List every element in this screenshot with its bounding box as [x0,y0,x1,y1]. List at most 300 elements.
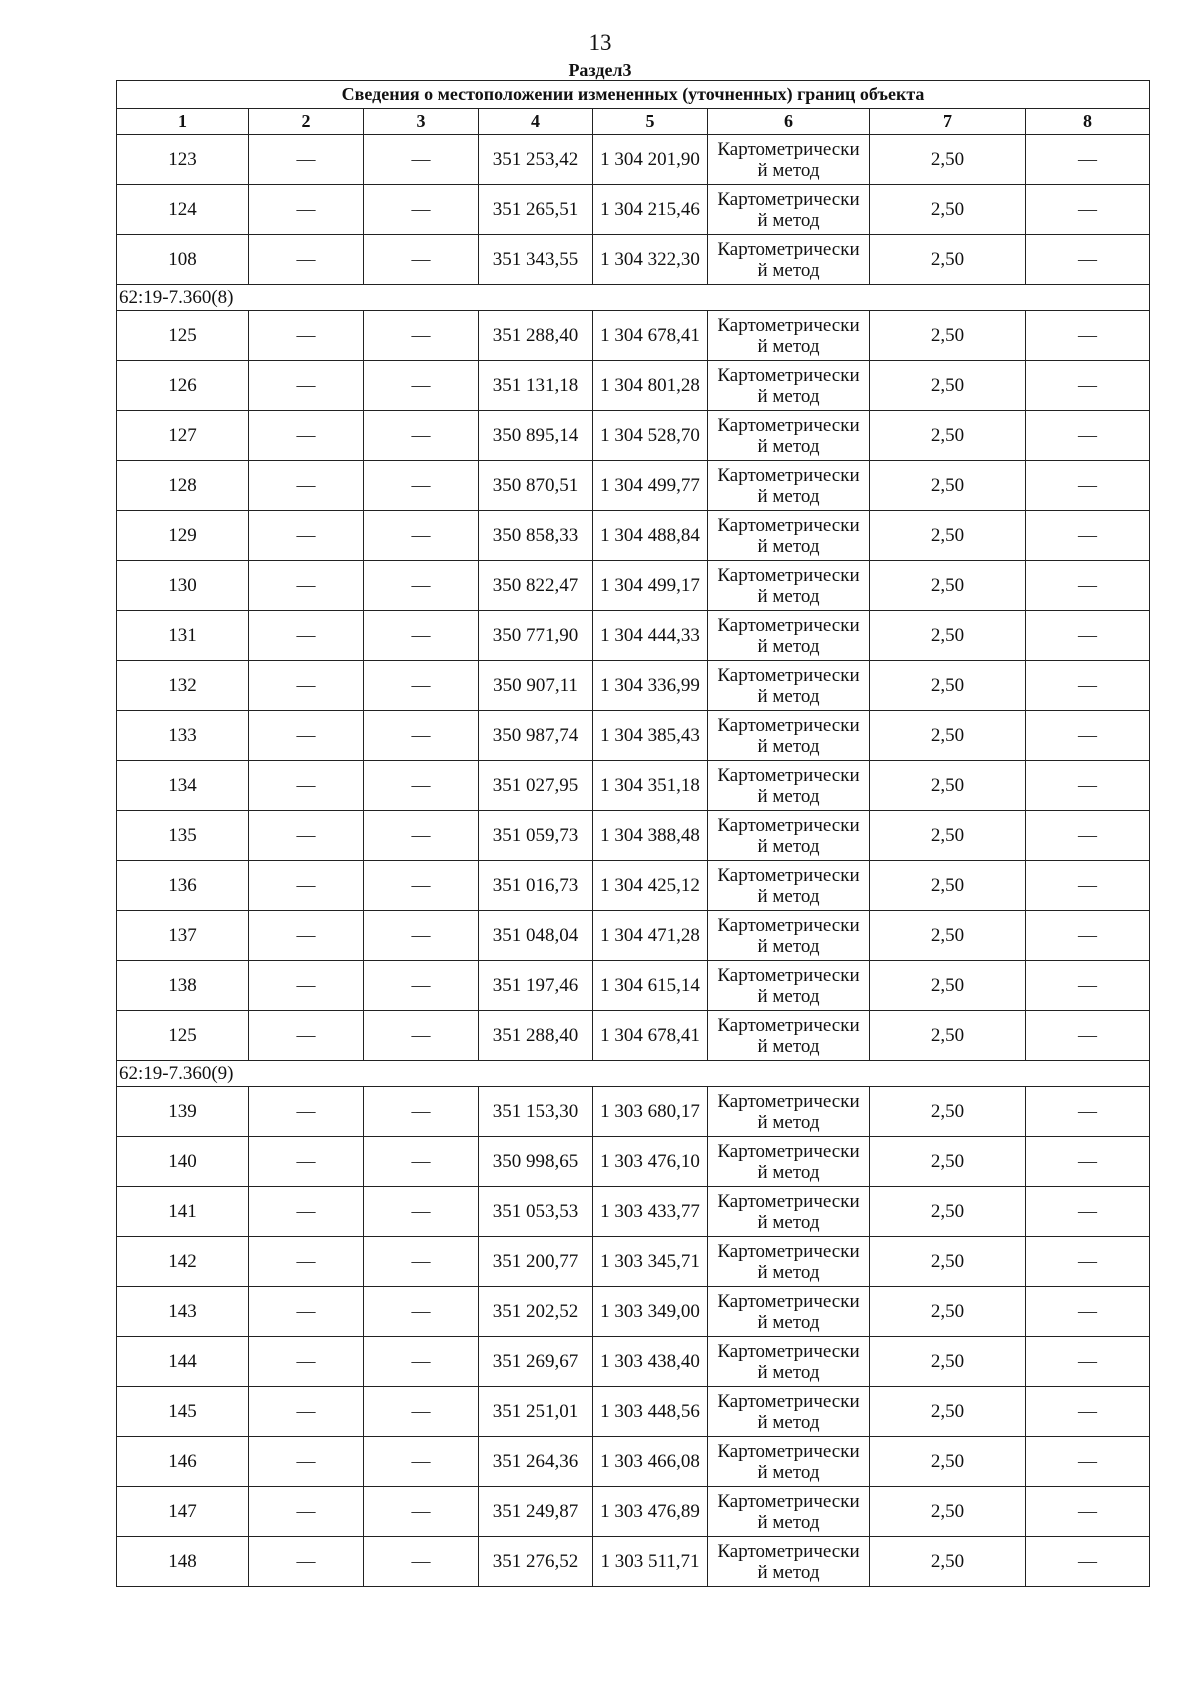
table-row [117,1537,1150,1587]
point-number-cell: 148 [117,1537,249,1587]
page-number: 13 [588,30,612,55]
y-coordinate-cell: 1 303 511,71 [593,1537,708,1587]
y-coordinate-cell: 1 304 678,41 [593,311,708,361]
method-text-line-1: Картометрически [717,1014,860,1036]
table-row [117,235,1150,285]
point-number-cell: 133 [117,711,249,761]
column-3-cell: — [364,1537,479,1587]
column-3-cell: — [364,1287,479,1337]
column-header: 6 [708,109,870,135]
method-cell [708,561,870,611]
table-row [117,911,1150,961]
column-2-cell: — [249,1487,364,1537]
x-coordinate-cell: 351 253,42 [479,135,593,185]
table-row [117,1237,1150,1287]
column-3-cell: — [364,1437,479,1487]
x-coordinate-cell: 351 251,01 [479,1387,593,1437]
table-row [117,461,1150,511]
point-number-cell: 132 [117,661,249,711]
column-8-cell: — [1026,185,1150,235]
method-text-line-2: й метод [757,1511,820,1533]
column-header: 5 [593,109,708,135]
column-8-cell: — [1026,361,1150,411]
point-number-cell: 143 [117,1287,249,1337]
contour-label: 62:19-7.360(8) [117,285,1150,311]
y-coordinate-cell: 1 304 444,33 [593,611,708,661]
table-row [117,411,1150,461]
table-caption: Сведения о местоположении измененных (уточненных) границ объекта [117,81,1150,109]
method-cell [708,511,870,561]
y-coordinate-cell: 1 303 476,89 [593,1487,708,1537]
accuracy-cell: 2,50 [870,561,1026,611]
column-8-cell: — [1026,711,1150,761]
column-2-cell: — [249,1437,364,1487]
method-cell [708,411,870,461]
table-row [117,1087,1150,1137]
contour-group-row [117,1061,1150,1087]
table-row [117,1387,1150,1437]
column-3-cell: — [364,611,479,661]
x-coordinate-cell: 350 870,51 [479,461,593,511]
column-8-cell: — [1026,1337,1150,1387]
y-coordinate-cell: 1 304 201,90 [593,135,708,185]
column-3-cell: — [364,1087,479,1137]
column-2-cell: — [249,1287,364,1337]
x-coordinate-cell: 351 197,46 [479,961,593,1011]
column-header: 3 [364,109,479,135]
table-row [117,185,1150,235]
point-number-cell: 131 [117,611,249,661]
point-number-cell: 126 [117,361,249,411]
accuracy-cell: 2,50 [870,235,1026,285]
point-number-cell: 135 [117,811,249,861]
accuracy-cell: 2,50 [870,1011,1026,1061]
column-2-cell: — [249,1337,364,1387]
y-coordinate-cell: 1 304 801,28 [593,361,708,411]
x-coordinate-cell: 351 276,52 [479,1537,593,1587]
column-8-cell: — [1026,311,1150,361]
accuracy-cell: 2,50 [870,611,1026,661]
x-coordinate-cell: 350 858,33 [479,511,593,561]
column-8-cell: — [1026,1087,1150,1137]
x-coordinate-cell: 351 048,04 [479,911,593,961]
method-cell [708,1337,870,1387]
table-row [117,561,1150,611]
method-text-line-1: Картометрически [717,1240,860,1262]
accuracy-cell: 2,50 [870,1487,1026,1537]
table-row [117,761,1150,811]
column-8-cell: — [1026,1437,1150,1487]
x-coordinate-cell: 350 998,65 [479,1137,593,1187]
method-text-line-2: й метод [757,209,820,231]
y-coordinate-cell: 1 304 322,30 [593,235,708,285]
column-2-cell: — [249,1537,364,1587]
x-coordinate-cell: 350 822,47 [479,561,593,611]
column-8-cell: — [1026,611,1150,661]
table-body [117,135,1150,1587]
column-2-cell: — [249,661,364,711]
y-coordinate-cell: 1 304 336,99 [593,661,708,711]
point-number-cell: 142 [117,1237,249,1287]
method-text-line-1: Картометрически [717,1390,860,1412]
column-3-cell: — [364,135,479,185]
method-cell [708,1237,870,1287]
x-coordinate-cell: 351 288,40 [479,311,593,361]
column-2-cell: — [249,411,364,461]
method-cell [708,311,870,361]
method-text-line-1: Картометрически [717,614,860,636]
x-coordinate-cell: 351 016,73 [479,861,593,911]
point-number-cell: 125 [117,1011,249,1061]
table-row [117,1011,1150,1061]
boundary-coordinates-table [116,80,1150,1587]
y-coordinate-cell: 1 304 528,70 [593,411,708,461]
column-3-cell: — [364,861,479,911]
column-3-cell: — [364,911,479,961]
column-2-cell: — [249,361,364,411]
point-number-cell: 145 [117,1387,249,1437]
method-text-line-1: Картометрически [717,138,860,160]
point-number-cell: 129 [117,511,249,561]
accuracy-cell: 2,50 [870,411,1026,461]
x-coordinate-cell: 351 027,95 [479,761,593,811]
column-number-row [117,109,1150,135]
column-3-cell: — [364,661,479,711]
column-8-cell: — [1026,411,1150,461]
method-text-line-1: Картометрически [717,1490,860,1512]
column-2-cell: — [249,961,364,1011]
column-2-cell: — [249,811,364,861]
column-3-cell: — [364,1011,479,1061]
accuracy-cell: 2,50 [870,1437,1026,1487]
point-number-cell: 146 [117,1437,249,1487]
accuracy-cell: 2,50 [870,811,1026,861]
point-number-cell: 134 [117,761,249,811]
accuracy-cell: 2,50 [870,661,1026,711]
column-3-cell: — [364,711,479,761]
column-2-cell: — [249,861,364,911]
table-row [117,511,1150,561]
column-3-cell: — [364,235,479,285]
method-text-line-2: й метод [757,1035,820,1057]
table-row [117,361,1150,411]
accuracy-cell: 2,50 [870,1287,1026,1337]
x-coordinate-cell: 351 131,18 [479,361,593,411]
column-8-cell: — [1026,1137,1150,1187]
table-row [117,1437,1150,1487]
y-coordinate-cell: 1 303 476,10 [593,1137,708,1187]
method-text-line-2: й метод [757,835,820,857]
column-8-cell: — [1026,1011,1150,1061]
table-row [117,135,1150,185]
method-text-line-2: й метод [757,735,820,757]
method-text-line-1: Картометрически [717,1440,860,1462]
method-text-line-2: й метод [757,1261,820,1283]
column-8-cell: — [1026,1387,1150,1437]
method-text-line-2: й метод [757,485,820,507]
method-text-line-2: й метод [757,985,820,1007]
point-number-cell: 136 [117,861,249,911]
method-text-line-1: Картометрически [717,1290,860,1312]
column-2-cell: — [249,1087,364,1137]
column-3-cell: — [364,1187,479,1237]
point-number-cell: 141 [117,1187,249,1237]
y-coordinate-cell: 1 303 448,56 [593,1387,708,1437]
y-coordinate-cell: 1 303 349,00 [593,1287,708,1337]
point-number-cell: 144 [117,1337,249,1387]
y-coordinate-cell: 1 303 433,77 [593,1187,708,1237]
column-8-cell: — [1026,135,1150,185]
column-3-cell: — [364,361,479,411]
x-coordinate-cell: 351 200,77 [479,1237,593,1287]
accuracy-cell: 2,50 [870,185,1026,235]
y-coordinate-cell: 1 303 466,08 [593,1437,708,1487]
x-coordinate-cell: 351 343,55 [479,235,593,285]
y-coordinate-cell: 1 303 345,71 [593,1237,708,1287]
column-8-cell: — [1026,1537,1150,1587]
column-2-cell: — [249,611,364,661]
column-2-cell: — [249,1137,364,1187]
y-coordinate-cell: 1 304 215,46 [593,185,708,235]
accuracy-cell: 2,50 [870,1137,1026,1187]
method-text-line-1: Картометрически [717,1090,860,1112]
method-cell [708,185,870,235]
table-caption-row [117,81,1150,109]
y-coordinate-cell: 1 304 385,43 [593,711,708,761]
column-3-cell: — [364,511,479,561]
column-2-cell: — [249,461,364,511]
column-3-cell: — [364,961,479,1011]
y-coordinate-cell: 1 304 499,17 [593,561,708,611]
point-number-cell: 138 [117,961,249,1011]
column-8-cell: — [1026,561,1150,611]
column-8-cell: — [1026,811,1150,861]
accuracy-cell: 2,50 [870,761,1026,811]
method-text-line-2: й метод [757,259,820,281]
x-coordinate-cell: 351 264,36 [479,1437,593,1487]
method-text-line-1: Картометрически [717,914,860,936]
method-text-line-1: Картометрически [717,1190,860,1212]
column-2-cell: — [249,235,364,285]
table-row [117,1137,1150,1187]
point-number-cell: 130 [117,561,249,611]
column-2-cell: — [249,1237,364,1287]
column-3-cell: — [364,1487,479,1537]
method-cell [708,711,870,761]
method-text-line-1: Картометрически [717,414,860,436]
y-coordinate-cell: 1 304 425,12 [593,861,708,911]
x-coordinate-cell: 351 053,53 [479,1187,593,1237]
method-cell [708,135,870,185]
table-row [117,1487,1150,1537]
y-coordinate-cell: 1 304 488,84 [593,511,708,561]
method-text-line-1: Картометрически [717,1340,860,1362]
method-cell [708,761,870,811]
table-row [117,861,1150,911]
accuracy-cell: 2,50 [870,1387,1026,1437]
table-row [117,1337,1150,1387]
method-text-line-2: й метод [757,935,820,957]
method-cell [708,961,870,1011]
point-number-cell: 140 [117,1137,249,1187]
column-3-cell: — [364,185,479,235]
x-coordinate-cell: 351 059,73 [479,811,593,861]
point-number-cell: 124 [117,185,249,235]
method-cell [708,1187,870,1237]
y-coordinate-cell: 1 304 471,28 [593,911,708,961]
method-text-line-2: й метод [757,685,820,707]
y-coordinate-cell: 1 304 499,77 [593,461,708,511]
column-3-cell: — [364,461,479,511]
column-8-cell: — [1026,861,1150,911]
column-2-cell: — [249,511,364,561]
method-cell [708,235,870,285]
method-text-line-1: Картометрически [717,564,860,586]
method-text-line-2: й метод [757,1161,820,1183]
point-number-cell: 139 [117,1087,249,1137]
table-row [117,1287,1150,1337]
x-coordinate-cell: 351 288,40 [479,1011,593,1061]
method-text-line-1: Картометрически [717,314,860,336]
method-cell [708,911,870,961]
column-2-cell: — [249,1387,364,1437]
x-coordinate-cell: 350 987,74 [479,711,593,761]
method-cell [708,661,870,711]
point-number-cell: 137 [117,911,249,961]
column-8-cell: — [1026,1237,1150,1287]
accuracy-cell: 2,50 [870,135,1026,185]
method-text-line-1: Картометрически [717,1540,860,1562]
method-cell [708,1537,870,1587]
method-cell [708,811,870,861]
method-text-line-1: Картометрически [717,764,860,786]
x-coordinate-cell: 351 153,30 [479,1087,593,1137]
column-header: 7 [870,109,1026,135]
column-3-cell: — [364,1237,479,1287]
column-3-cell: — [364,311,479,361]
method-cell [708,1087,870,1137]
method-text-line-2: й метод [757,1111,820,1133]
column-8-cell: — [1026,661,1150,711]
method-text-line-2: й метод [757,385,820,407]
accuracy-cell: 2,50 [870,311,1026,361]
point-number-cell: 123 [117,135,249,185]
table-row [117,311,1150,361]
method-text-line-1: Картометрически [717,464,860,486]
method-text-line-1: Картометрически [717,664,860,686]
contour-group-row [117,285,1150,311]
section-title: Раздел3 [568,60,632,80]
table-row [117,811,1150,861]
column-3-cell: — [364,761,479,811]
method-text-line-2: й метод [757,885,820,907]
column-3-cell: — [364,561,479,611]
method-cell [708,861,870,911]
method-text-line-2: й метод [757,785,820,807]
table-row [117,661,1150,711]
column-8-cell: — [1026,461,1150,511]
table-row [117,611,1150,661]
method-text-line-1: Картометрически [717,238,860,260]
column-2-cell: — [249,135,364,185]
point-number-cell: 108 [117,235,249,285]
method-text-line-1: Картометрически [717,714,860,736]
column-8-cell: — [1026,961,1150,1011]
accuracy-cell: 2,50 [870,1237,1026,1287]
column-2-cell: — [249,311,364,361]
accuracy-cell: 2,50 [870,1537,1026,1587]
column-2-cell: — [249,911,364,961]
method-text-line-2: й метод [757,1461,820,1483]
table-row [117,711,1150,761]
accuracy-cell: 2,50 [870,861,1026,911]
x-coordinate-cell: 351 249,87 [479,1487,593,1537]
point-number-cell: 128 [117,461,249,511]
column-3-cell: — [364,411,479,461]
method-text-line-1: Картометрически [717,1140,860,1162]
method-text-line-2: й метод [757,1561,820,1583]
method-text-line-2: й метод [757,1311,820,1333]
accuracy-cell: 2,50 [870,961,1026,1011]
accuracy-cell: 2,50 [870,1337,1026,1387]
column-header: 4 [479,109,593,135]
method-cell [708,461,870,511]
x-coordinate-cell: 350 771,90 [479,611,593,661]
accuracy-cell: 2,50 [870,461,1026,511]
method-text-line-2: й метод [757,1211,820,1233]
method-cell [708,1437,870,1487]
y-coordinate-cell: 1 304 615,14 [593,961,708,1011]
accuracy-cell: 2,50 [870,1187,1026,1237]
method-text-line-2: й метод [757,1411,820,1433]
column-2-cell: — [249,1011,364,1061]
accuracy-cell: 2,50 [870,1087,1026,1137]
y-coordinate-cell: 1 304 678,41 [593,1011,708,1061]
table-row [117,961,1150,1011]
column-2-cell: — [249,185,364,235]
x-coordinate-cell: 351 269,67 [479,1337,593,1387]
column-header: 1 [117,109,249,135]
method-text-line-1: Картометрически [717,364,860,386]
column-8-cell: — [1026,235,1150,285]
column-3-cell: — [364,1137,479,1187]
accuracy-cell: 2,50 [870,511,1026,561]
method-text-line-1: Картометрически [717,514,860,536]
method-cell [708,361,870,411]
method-cell [708,1487,870,1537]
y-coordinate-cell: 1 303 438,40 [593,1337,708,1387]
table-row [117,1187,1150,1237]
accuracy-cell: 2,50 [870,361,1026,411]
point-number-cell: 125 [117,311,249,361]
column-2-cell: — [249,1187,364,1237]
column-header: 2 [249,109,364,135]
method-text-line-1: Картометрически [717,814,860,836]
column-8-cell: — [1026,511,1150,561]
method-cell [708,1287,870,1337]
method-cell [708,1011,870,1061]
method-text-line-2: й метод [757,435,820,457]
x-coordinate-cell: 351 202,52 [479,1287,593,1337]
contour-label: 62:19-7.360(9) [117,1061,1150,1087]
method-text-line-1: Картометрически [717,188,860,210]
x-coordinate-cell: 350 907,11 [479,661,593,711]
point-number-cell: 147 [117,1487,249,1537]
y-coordinate-cell: 1 304 388,48 [593,811,708,861]
column-2-cell: — [249,561,364,611]
method-cell [708,611,870,661]
column-2-cell: — [249,711,364,761]
